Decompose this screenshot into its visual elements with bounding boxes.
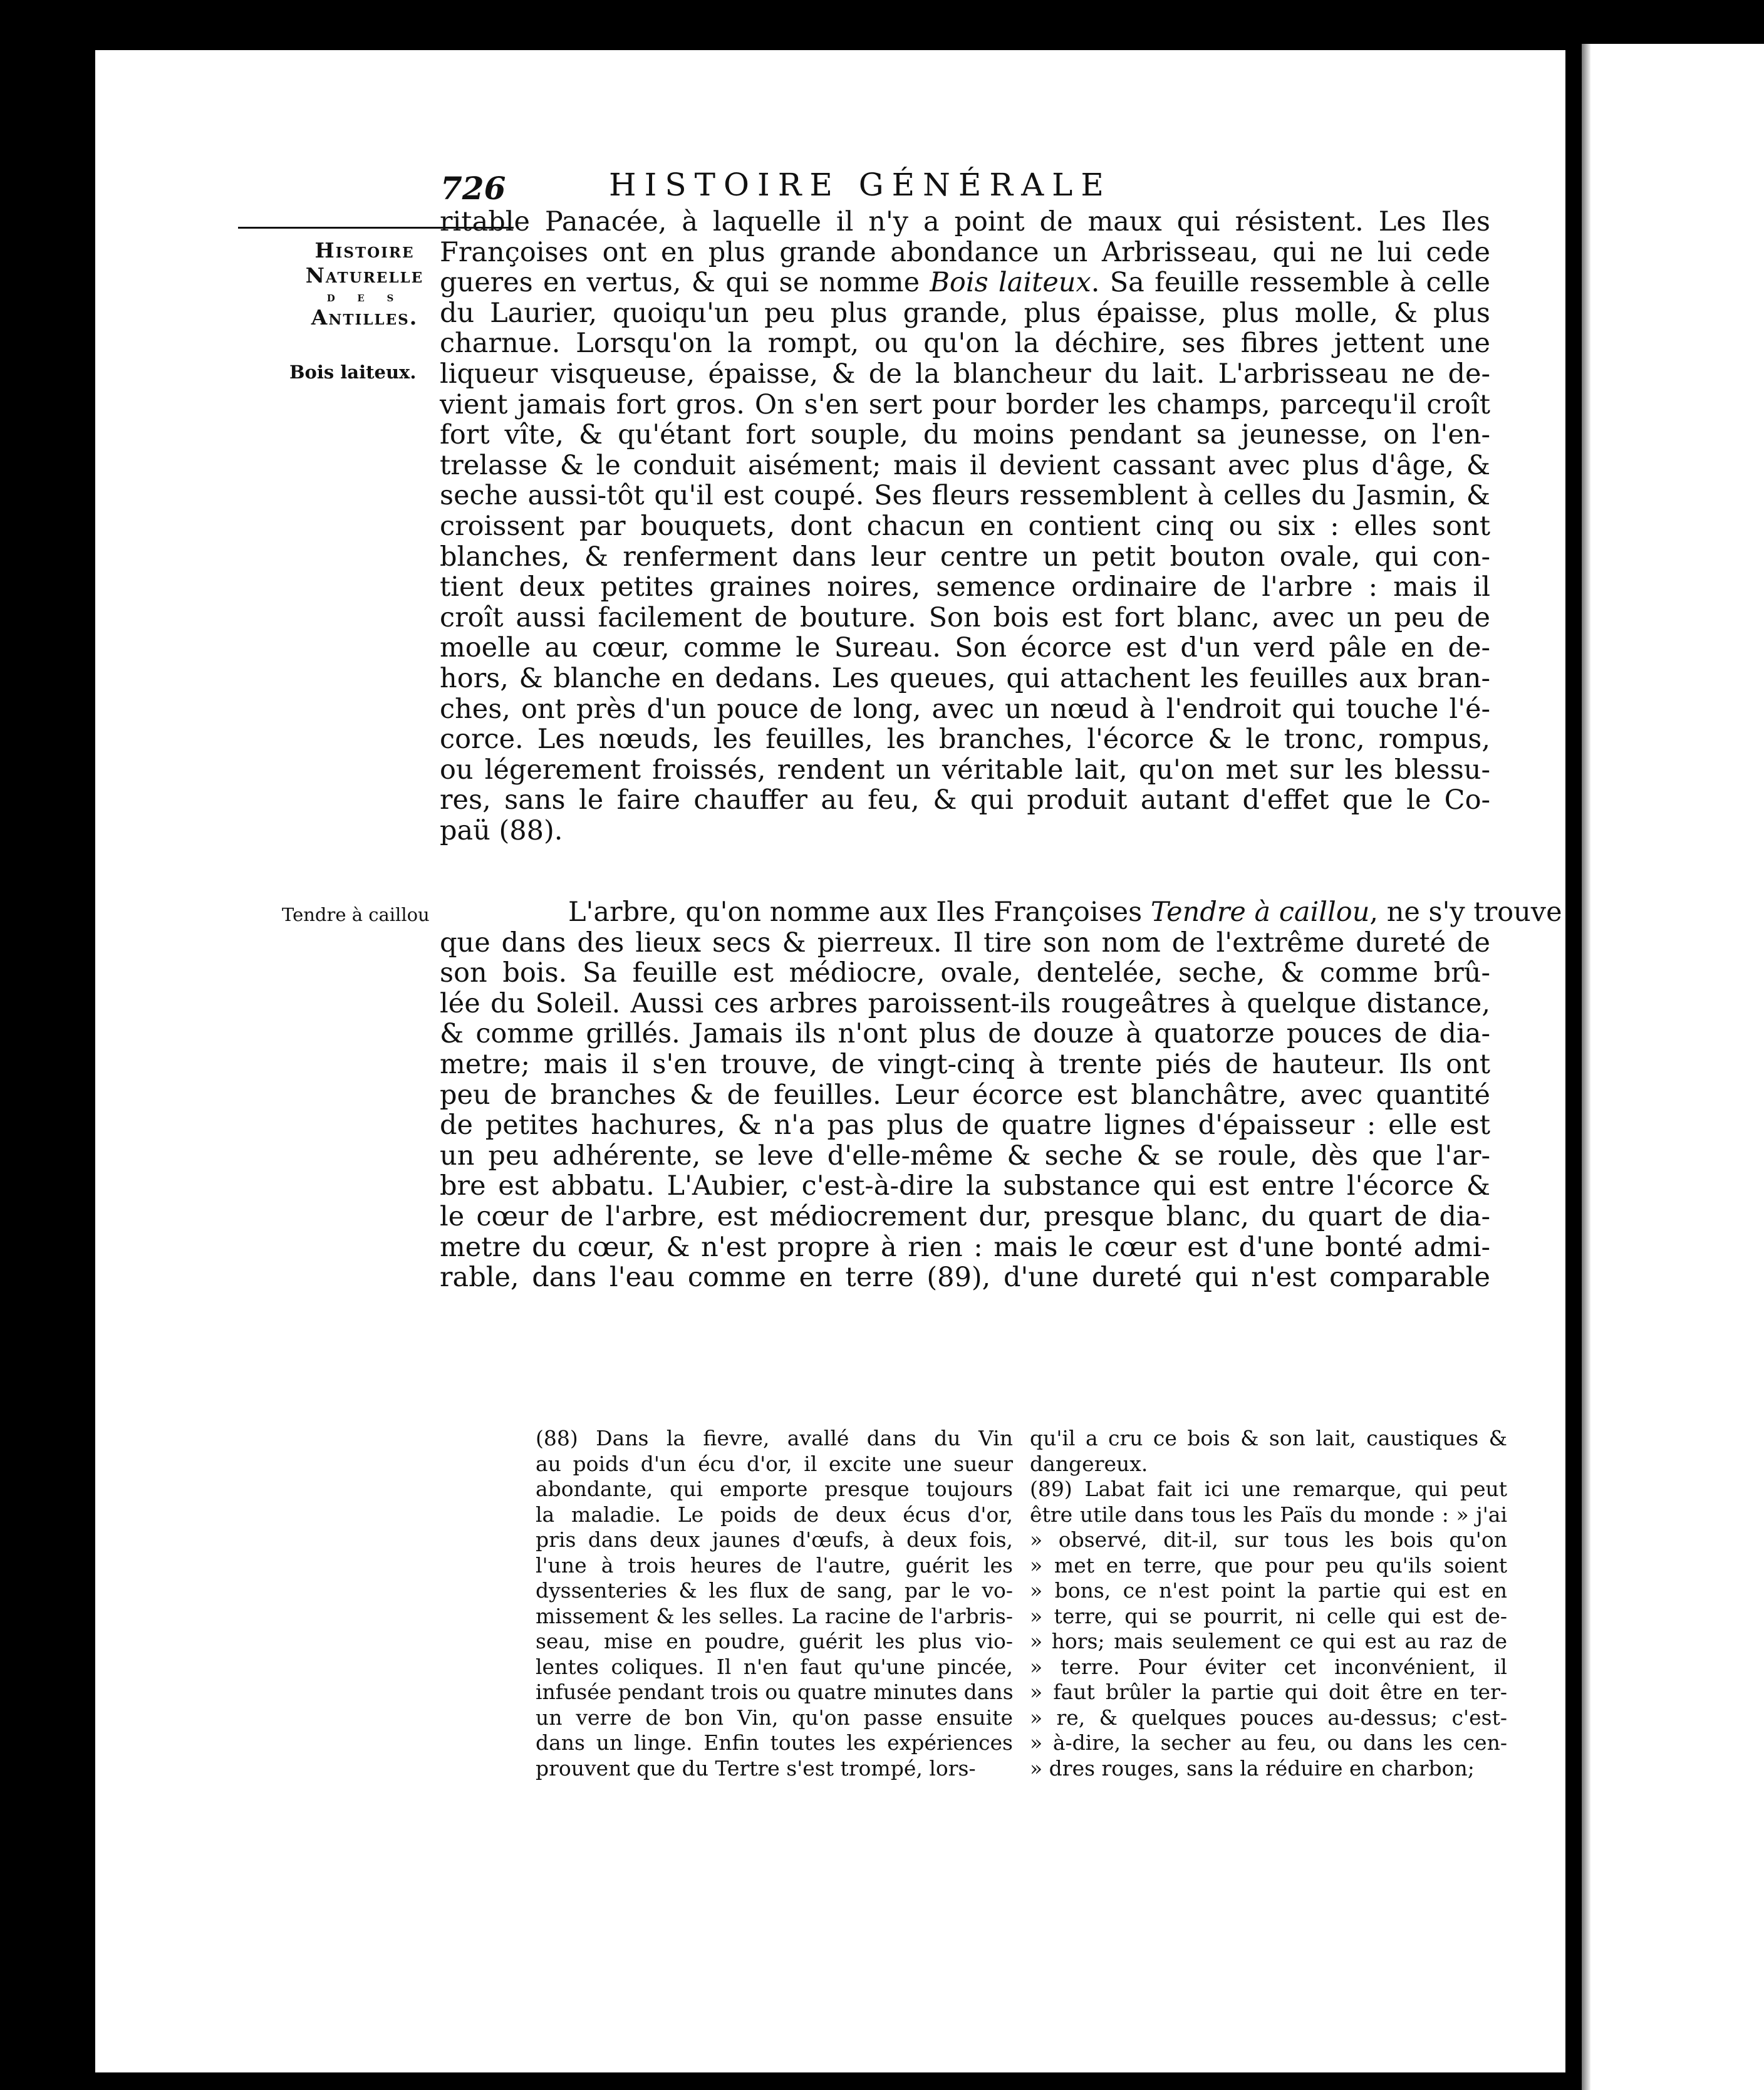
text-line: liqueur visqueuse, épaisse, & de la blancheur du lait. L'arbrisseau ne de- xyxy=(440,358,1490,390)
footnote-line: au poids d'un écu d'or, il excite une sueur xyxy=(536,1451,1013,1476)
text-run: . Sa feuille ressemble à celle xyxy=(1091,267,1490,299)
text-line: son bois. Sa feuille est médiocre, ovale, dentelée, seche, & comme brû- xyxy=(440,957,1490,989)
page-gutter-shadow xyxy=(1582,44,1590,2090)
term-bois-laiteux: Bois laiteux xyxy=(930,267,1091,299)
footnote-line: » bons, ce n'est point la partie qui est en xyxy=(1030,1578,1507,1603)
text-line: hors, & blanche en dedans. Les queues, qui attachent les feuilles aux bran- xyxy=(440,662,1490,694)
margin-heading-line: Naturelle xyxy=(305,263,424,288)
text-line: fort vîte, & qu'étant fort souple, du moins pendant sa jeunesse, on l'en- xyxy=(440,419,1490,451)
footnote-88-continued-and-89 xyxy=(1030,1426,1507,1781)
footnote-line: dyssenteries & les flux de sang, par le vo- xyxy=(536,1578,1013,1603)
text-line: peu de branches & de feuilles. Leur écorce est blanchâtre, avec quantité xyxy=(440,1079,1490,1111)
main-paragraph-1 xyxy=(440,207,1490,846)
margin-heading-line: Histoire xyxy=(314,238,415,263)
text-line: lée du Soleil. Aussi ces arbres paroissent-ils rougeâtres à quelque distance, xyxy=(440,987,1490,1019)
margin-note-tendre-a-caillou: Tendre à caillou xyxy=(282,904,430,925)
text-line: & comme grillés. Jamais ils n'ont plus de douze à quatorze pouces de dia- xyxy=(440,1018,1490,1050)
footnote-line: (89) Labat fait ici une remarque, qui peut xyxy=(1030,1477,1507,1501)
text-line: de petites hachures, & n'a pas plus de quatre lignes d'épaisseur : elle est xyxy=(440,1110,1490,1141)
footnote-line: seau, mise en poudre, guérit les plus vio- xyxy=(536,1629,1013,1653)
footnote-line: abondante, qui emporte presque toujours xyxy=(536,1477,1013,1501)
footnote-line: » à-dire, la secher au feu, ou dans les cen- xyxy=(1030,1730,1507,1755)
page-number: 726 xyxy=(440,170,506,207)
footnote-88 xyxy=(536,1426,1013,1781)
text-line: seche aussi-tôt qu'il est coupé. Ses fleurs ressemblent à celles du Jasmin, & xyxy=(440,480,1490,512)
footnote-line: » met en terre, que pour peu qu'ils soient xyxy=(1030,1552,1507,1578)
footnote-line: prouvent que du Tertre s'est trompé, lors- xyxy=(536,1755,976,1781)
footnote-line: qu'il a cru ce bois & son lait, caustiques & xyxy=(1030,1426,1507,1450)
footnote-line: être utile dans tous les Païs du monde : » j'ai xyxy=(1030,1502,1507,1527)
footnote-line: » re, & quelques pouces au-dessus; c'est- xyxy=(1030,1705,1507,1730)
text-line xyxy=(440,897,1562,928)
text-line: corce. Les nœuds, les feuilles, les branches, l'écorce & le tronc, rompus, xyxy=(440,724,1490,756)
text-line: vient jamais fort gros. On s'en sert pour border les champs, parcequ'il croît xyxy=(440,388,1490,420)
footnote-line: missement & les selles. La racine de l'arbris- xyxy=(536,1603,1013,1628)
text-line: rable, dans l'eau comme en terre (89), d'une dureté qui n'est comparable xyxy=(440,1262,1490,1294)
footnote-line: » terre. Pour éviter cet inconvénient, il xyxy=(1030,1654,1507,1679)
footnote-line: dangereux. xyxy=(1030,1451,1148,1476)
text-line: tient deux petites graines noires, semence ordinaire de l'arbre : mais il xyxy=(440,571,1490,603)
running-title: HISTOIRE GÉNÉRALE xyxy=(609,167,1112,203)
text-line: charnue. Lorsqu'on la rompt, ou qu'on la déchire, ses fibres jettent une xyxy=(440,328,1490,360)
main-paragraph-2 xyxy=(440,897,1562,1294)
margin-heading-line: d e s xyxy=(326,288,403,305)
footnote-line: » dres rouges, sans la réduire en charbon; xyxy=(1030,1755,1475,1781)
text-line: ritable Panacée, à laquelle il n'y a point de maux qui résistent. Les Iles xyxy=(440,206,1490,237)
text-line: res, sans le faire chauffer au feu, & qui produit autant d'effet que le Co- xyxy=(440,784,1490,816)
footnote-line: (88) Dans la fievre, avallé dans du Vin xyxy=(536,1426,1013,1450)
text-line: blanches, & renferment dans leur centre un petit bouton ovale, qui con- xyxy=(440,541,1490,573)
footnote-line: pris dans deux jaunes d'œufs, à deux fois, xyxy=(536,1527,1013,1552)
text-line: croissent par bouquets, dont chacun en contient cinq ou six : elles sont xyxy=(440,510,1490,542)
text-line: metre du cœur, & n'est propre à rien : mais le cœur est d'une bonté admi- xyxy=(440,1231,1490,1263)
footnote-line: la maladie. Le poids de deux écus d'or, xyxy=(536,1502,1013,1527)
footnote-line: » terre, qui se pourrit, ni celle qui est de- xyxy=(1030,1603,1507,1628)
margin-note-bois-laiteux: Bois laiteux. xyxy=(289,361,417,383)
term-tendre-a-caillou: Tendre à caillou xyxy=(1150,897,1370,928)
text-line: paü (88). xyxy=(440,814,563,846)
text-line: moelle au cœur, comme le Sureau. Son écorce est d'un verd pâle en de- xyxy=(440,632,1490,664)
text-line: un peu adhérente, se leve d'elle-même & seche & se roule, dès que l'ar- xyxy=(440,1140,1490,1172)
text-run: , ne s'y trouve xyxy=(1369,897,1562,928)
text-line: Françoises ont en plus grande abondance un Arbrisseau, qui ne lui cede xyxy=(440,236,1490,268)
book-page xyxy=(95,50,1565,2072)
footnote-line: » hors; mais seulement ce qui est au raz de xyxy=(1030,1629,1507,1653)
text-line: bre est abbatu. L'Aubier, c'est-à-dire la substance qui est entre l'écorce & xyxy=(440,1170,1490,1202)
text-run: gueres en vertus, & qui se nomme xyxy=(440,267,930,299)
margin-heading-line: Antilles. xyxy=(311,305,418,330)
footnote-line: lentes coliques. Il n'en faut qu'une pincée, xyxy=(536,1654,1013,1679)
footnote-line: l'une à trois heures de l'autre, guérit les xyxy=(536,1552,1013,1578)
text-line: ou légerement froissés, rendent un véritable lait, qu'on met sur les blessu- xyxy=(440,754,1490,786)
footnote-line: un verre de bon Vin, qu'on passe ensuite xyxy=(536,1705,1013,1730)
text-line: croît aussi facilement de bouture. Son bois est fort blanc, avec un peu de xyxy=(440,601,1490,633)
text-run: L'arbre, qu'on nomme aux Iles Françoises xyxy=(568,897,1151,928)
footnote-line: infusée pendant trois ou quatre minutes dans xyxy=(536,1680,1014,1704)
text-line: le cœur de l'arbre, est médiocrement dur, presque blanc, du quart de dia- xyxy=(440,1200,1490,1232)
text-line: du Laurier, quoiqu'un peu plus grande, plus épaisse, plus molle, & plus xyxy=(440,297,1490,329)
text-line: metre; mais il s'en trouve, de vingt-cinq à trente piés de hauteur. Ils ont xyxy=(440,1048,1490,1080)
footnote-line: dans un linge. Enfin toutes les expériences xyxy=(536,1730,1013,1755)
text-line: trelasse & le conduit aisément; mais il devient cassant avec plus d'âge, & xyxy=(440,449,1490,481)
text-line: que dans des lieux secs & pierreux. Il tire son nom de l'extrême dureté de xyxy=(440,927,1490,959)
text-line xyxy=(440,268,1490,298)
footnote-line: » observé, dit-il, sur tous les bois qu'on xyxy=(1030,1527,1507,1552)
footnote-line: » faut brûler la partie qui doit être en ter- xyxy=(1030,1680,1507,1704)
adjacent-page-edge xyxy=(1582,44,1764,2090)
text-line: ches, ont près d'un pouce de long, avec un nœud à l'endroit qui touche l'é- xyxy=(440,693,1490,725)
